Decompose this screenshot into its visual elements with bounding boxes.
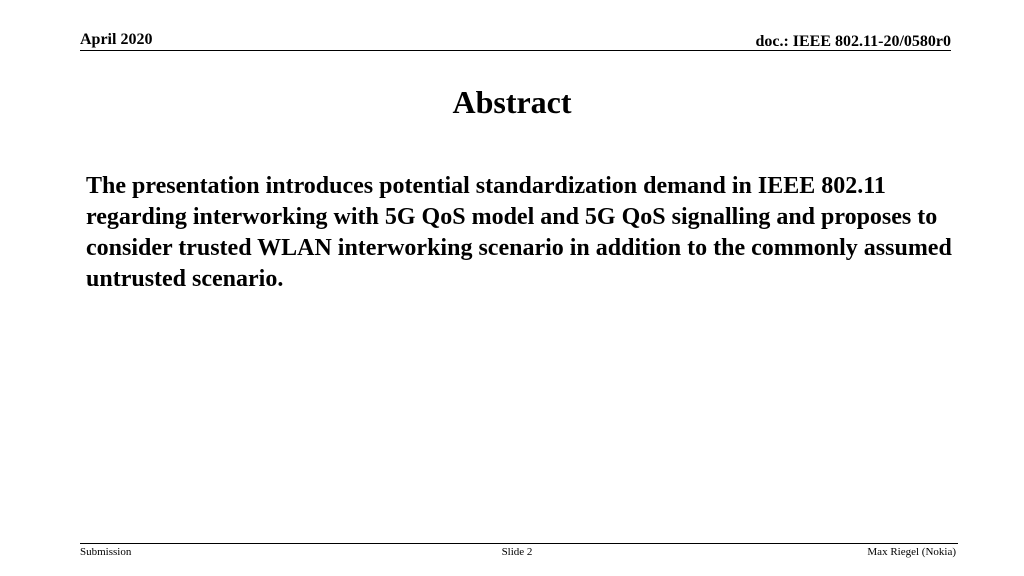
footer-divider [80,543,958,544]
footer-author: Max Riegel (Nokia) [867,546,956,558]
header-divider [80,50,951,51]
footer-submission: Submission [80,546,132,558]
footer-slide-number: Slide 2 [501,546,533,558]
abstract-body: The presentation introduces potential standardization demand in IEEE 802.11 regarding interworking with 5G QoS model and 5G QoS signalling and proposes to consider trusted WLAN interworking scenario in addition to the commonly assumed untrusted scenario. [86,173,952,292]
header-doc-id: doc.: IEEE 802.11-20/0580r0 [755,33,951,50]
slide-title: Abstract [452,84,572,120]
header-date: April 2020 [80,31,153,48]
